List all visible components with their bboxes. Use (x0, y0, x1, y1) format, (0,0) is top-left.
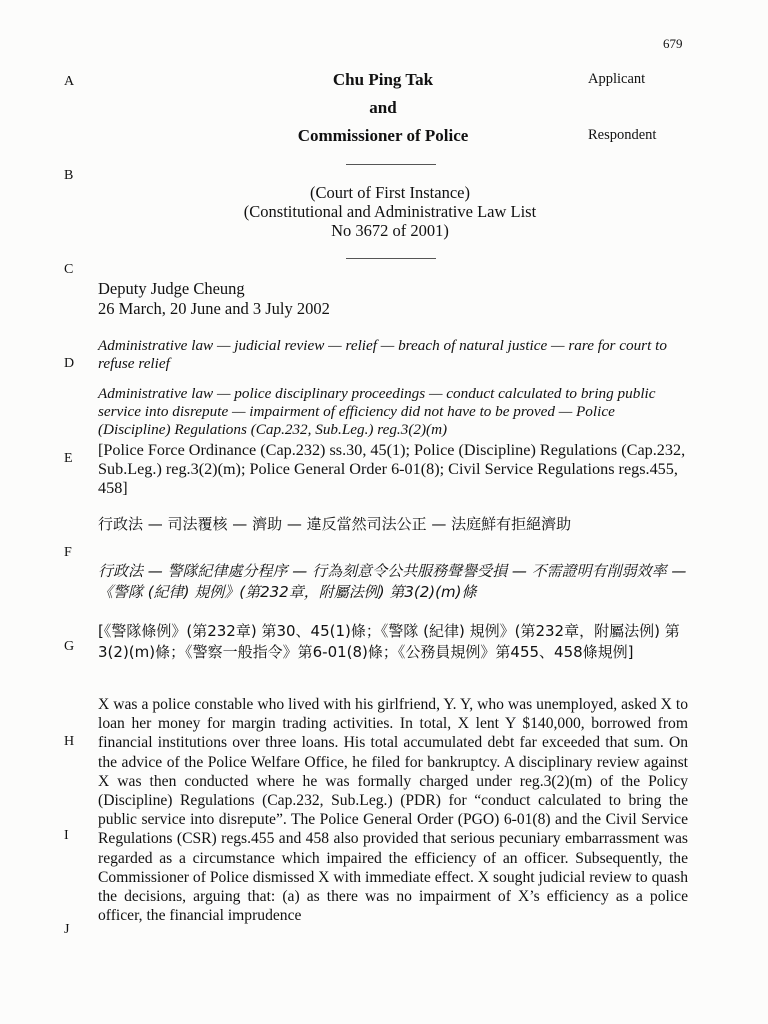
chinese-catchword-relief: 行政法 — 司法覆核 — 濟助 — 違反當然司法公正 — 法庭鮮有拒絕濟助 (98, 515, 572, 533)
legislation-english: [Police Force Ordinance (Cap.232) ss.30, 45(1); Police (Discipline) Regulations (Cap.232, Sub.Leg.) reg.3(2)(m); Police General Order 6-01(8); Civil Service Regulations regs.455, 458] (98, 441, 686, 497)
margin-letter-h: H (64, 734, 75, 749)
catchword-relief: Administrative law — judicial review — relief — breach of natural justice — rare for court to refuse relief (98, 337, 667, 372)
margin-letter-i: I (64, 828, 69, 843)
margin-letter-j: J (64, 922, 70, 937)
judge-name: Deputy Judge Cheung (98, 279, 245, 298)
margin-letter-b: B (64, 168, 74, 183)
respondent-role: Respondent (588, 127, 657, 143)
court-line: (Court of First Instance) (310, 183, 470, 202)
judge-block (98, 279, 688, 319)
case-number: No 3672 of 2001) (331, 221, 449, 240)
margin-letter-f: F (64, 545, 72, 560)
respondent-name: Commissioner of Police (297, 126, 469, 145)
applicant-role: Applicant (588, 71, 646, 87)
chinese-catchword-discipline: 行政法 — 警隊紀律處分程序 — 行為刻意令公共服務聲譽受損 — 不需證明有削弱效率 —《警隊 (紀律) 規例》(第232章，附屬法例) 第3(2)(m)條 (98, 562, 687, 601)
margin-letter-e: E (64, 451, 73, 466)
margin-letter-c: C (64, 262, 74, 277)
facts-paragraph: X was a police constable who lived with his girlfriend, Y. Y, who was unemployed, asked X to loan her money for margin trading activities. In total, X lent Y $140,000, borrowed from financial institutions over three loans. His total accumulated debt far exceeded that sum. On the advice of the Police Welfare Office, he filed for bankruptcy. A disciplinary review against X was then conducted where he was formally charged under reg.3(2)(m) of the Policy (Discipline) Regulations (Cap.232, Sub.Leg.) (PDR) for “conduct calculated to bring the public service into disrepute”. The Police General Order (PGO) 6-01(8) and the Civil Service Regulations (CSR) regs.455 and 458 also provided that serious pecuniary embarrassment was regarded as a circumstance which impaired the efficiency of an officer. Subsequently, the Commissioner of Police dismissed X with immediate effect. X sought judicial review to quash the decisions, arguing that: (a) as there was no impairment of X’s efficiency as a police officer, the financial imprudence (98, 696, 688, 925)
catchword-discipline: Administrative law — police disciplinary proceedings — conduct calculated to bring public service into disrepute — impairment of efficiency did not have to be proved — Police (Discipline) Regulations (Cap.232, Sub.Leg.) reg.3(2)(m) (98, 385, 656, 438)
party-conjunction: and (369, 98, 397, 117)
margin-letter-a: A (64, 74, 75, 89)
divider (346, 164, 436, 165)
margin-letter-d: D (64, 356, 75, 371)
margin-letter-g: G (64, 639, 75, 654)
chinese-legislation: [《警隊條例》(第232章) 第30、45(1)條；《警隊 (紀律) 規例》(第232章，附屬法例) 第3(2)(m)條；《警察一般指令》第6-01(8)條；《公務員規例》第455、458條規例] (98, 622, 680, 661)
court-list-line: (Constitutional and Administrative Law List (243, 202, 537, 221)
page-number: 679 (663, 36, 683, 51)
divider (346, 258, 436, 259)
hearing-dates: 26 March, 20 June and 3 July 2002 (98, 299, 330, 318)
applicant-name: Chu Ping Tak (332, 70, 434, 89)
court-details (130, 183, 650, 240)
